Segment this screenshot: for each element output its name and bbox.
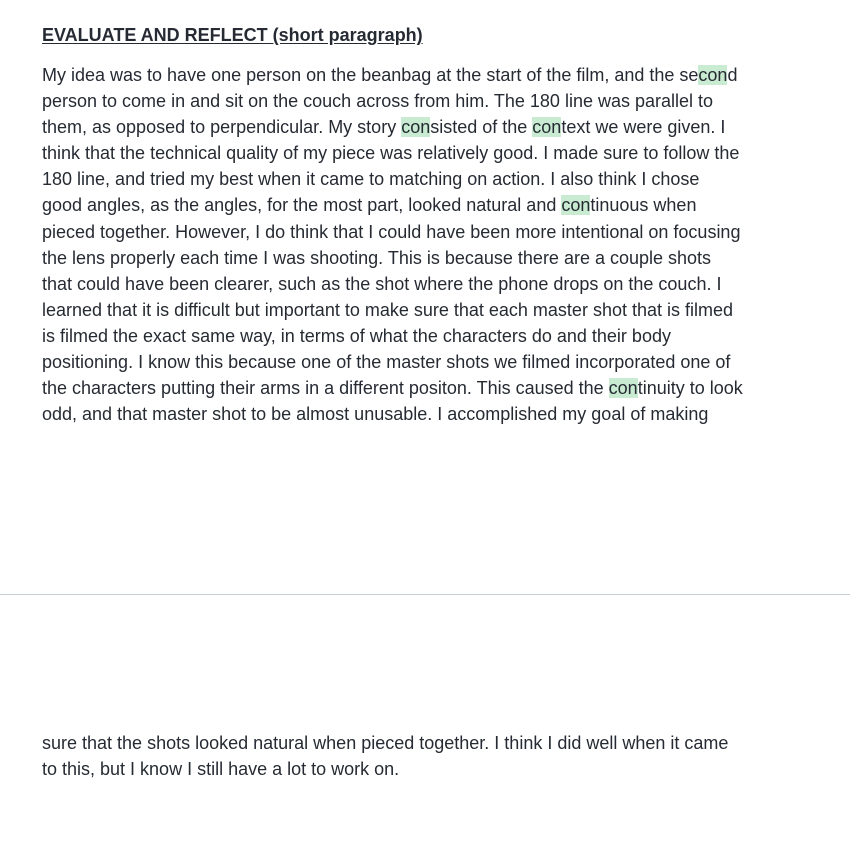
text-run: text we were given. I [561,117,726,138]
text-line [42,271,743,297]
text-line [42,375,743,401]
text-line [42,114,743,140]
text-line [42,401,743,427]
text-run: them, as opposed to perpendicular. My story [42,117,402,138]
text-run: pieced together. However, I do think that I could have been more intentional on focusing [42,221,741,242]
text-line [42,730,728,756]
text-line [42,756,728,782]
section-heading: EVALUATE AND REFLECT (short paragraph) [42,25,423,45]
text-line [42,245,743,271]
highlighted-text: con [608,378,638,399]
text-run: the characters putting their arms in a different positon. This caused the [42,378,609,399]
text-run: good angles, as the angles, for the most part, looked natural and [42,195,562,216]
text-run: tinuity to look [637,378,743,399]
text-run: tinuous when [590,195,697,216]
text-line [42,166,743,192]
text-run: 180 line, and tried my best when it came to matching on action. I also think I chose [42,169,700,190]
text-run: positioning. I know this because one of the master shots we filmed incorporated one of [42,352,731,373]
highlighted-text: con [401,117,431,138]
highlighted-text: con [532,117,562,138]
text-run: person to come in and sit on the couch across from him. The 180 line was parallel to [42,91,714,112]
text-line [42,219,743,245]
document-page-2 [0,606,850,846]
text-run: is filmed the exact same way, in terms of what the characters do and their body [42,325,671,346]
highlighted-text: con [698,65,728,85]
text-line [42,140,743,166]
text-run: learned that it is difficult but important to make sure that each master shot that is filmed [42,299,734,320]
text-run: sisted of the [430,117,533,138]
text-run: the lens properly each time I was shooting. This is because there are a couple shots [42,247,712,268]
text-run: to this, but I know I still have a lot to work on. [42,759,400,780]
text-line [42,62,743,88]
text-line [42,88,743,114]
reflection-paragraph-continued[interactable] [42,730,728,782]
text-run: d [727,65,738,85]
text-run: odd, and that master shot to be almost unusable. I accomplished my goal of making [42,404,709,425]
text-line [42,192,743,218]
text-run: think that the technical quality of my piece was relatively good. I made sure to follow the [42,143,740,164]
text-line [42,323,743,349]
text-run: My idea was to have one person on the beanbag at the start of the film, and the se [42,65,699,85]
text-line [42,297,743,323]
text-line [42,349,743,375]
highlighted-text: con [561,195,591,216]
text-run: that could have been clearer, such as the shot where the phone drops on the couch. I [42,273,722,294]
reflection-paragraph[interactable] [42,62,743,427]
text-run: sure that the shots looked natural when pieced together. I think I did well when it came [42,733,729,753]
